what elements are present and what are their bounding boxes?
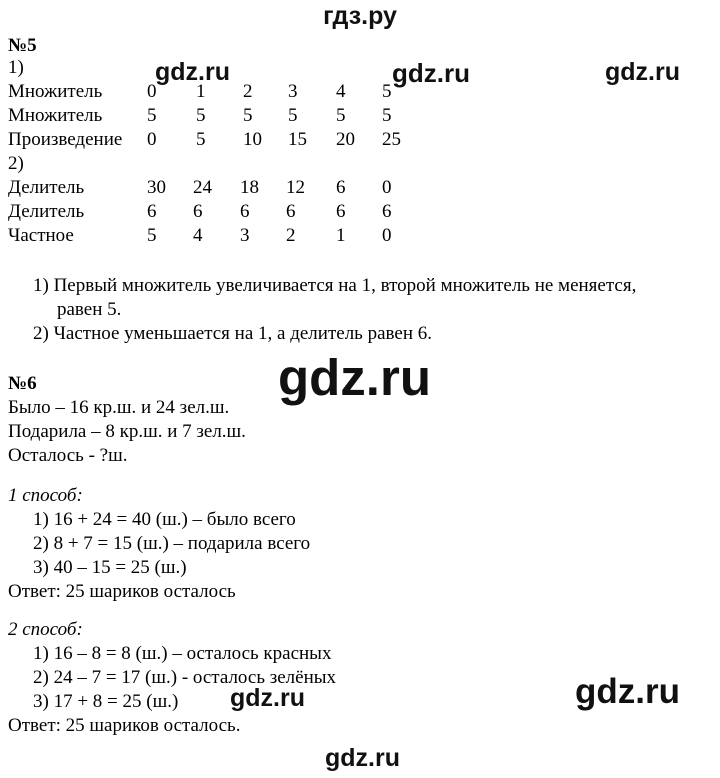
table-cell: 5: [336, 105, 346, 126]
table-cell: 10: [243, 129, 262, 150]
task6-line1: Было – 16 кр.ш. и 24 зел.ш.: [8, 397, 230, 418]
watermark: gdz.ru: [278, 349, 431, 406]
row-label: Делитель: [8, 177, 85, 198]
table-cell: 4: [336, 81, 346, 102]
table-cell: 6: [193, 201, 203, 222]
table-cell: 5: [196, 105, 206, 126]
task5-title: №5: [8, 35, 37, 56]
task5-note1-line2: равен 5.: [57, 299, 122, 320]
row-label: Делитель: [8, 201, 85, 222]
table-cell: 5: [288, 105, 298, 126]
table-cell: 18: [240, 177, 259, 198]
table-cell: 25: [382, 129, 401, 150]
table-cell: 4: [193, 225, 203, 246]
table-cell: 5: [382, 81, 392, 102]
table-cell: 30: [147, 177, 166, 198]
task5-part1-label: 1): [8, 57, 24, 78]
table-cell: 5: [147, 105, 157, 126]
table-cell: 5: [196, 129, 206, 150]
table-cell: 15: [288, 129, 307, 150]
table-cell: 5: [243, 105, 253, 126]
table-cell: 6: [382, 201, 392, 222]
table-cell: 3: [288, 81, 298, 102]
table-cell: 3: [240, 225, 250, 246]
method1-step: 2) 8 + 7 = 15 (ш.) – подарила всего: [33, 533, 311, 554]
watermark: gdz.ru: [605, 58, 680, 86]
row-label: Множитель: [8, 81, 103, 102]
task5-note2: 2) Частное уменьшается на 1, а делитель равен 6.: [33, 323, 432, 344]
table-cell: 5: [382, 105, 392, 126]
header-watermark: гдз.ру: [323, 2, 397, 30]
row-label: Произведение: [8, 129, 123, 150]
task6-line3: Осталось - ?ш.: [8, 445, 128, 466]
row-label: Частное: [8, 225, 74, 246]
task6-title: №6: [8, 373, 37, 394]
table-cell: 24: [193, 177, 212, 198]
method2-step: 3) 17 + 8 = 25 (ш.): [33, 691, 179, 712]
table-cell: 20: [336, 129, 355, 150]
method2-title: 2 способ:: [8, 619, 83, 640]
method1-title: 1 способ:: [8, 485, 83, 506]
table-cell: 6: [336, 201, 346, 222]
table-cell: 5: [147, 225, 157, 246]
table-cell: 0: [147, 81, 157, 102]
task5-part2-label: 2): [8, 153, 24, 174]
table-cell: 6: [336, 177, 346, 198]
row-label: Множитель: [8, 105, 103, 126]
table-cell: 12: [286, 177, 305, 198]
table-cell: 0: [382, 177, 392, 198]
table-cell: 6: [147, 201, 157, 222]
watermark: gdz.ru: [155, 58, 230, 86]
method1-step: 1) 16 + 24 = 40 (ш.) – было всего: [33, 509, 296, 530]
table-cell: 6: [286, 201, 296, 222]
table-cell: 0: [382, 225, 392, 246]
table-cell: 2: [243, 81, 253, 102]
table-cell: 2: [286, 225, 296, 246]
table-cell: 6: [240, 201, 250, 222]
watermark: gdz.ru: [230, 684, 305, 712]
method2-step: 2) 24 – 7 = 17 (ш.) - осталось зелёных: [33, 667, 337, 688]
table-cell: 1: [196, 81, 206, 102]
table-cell: 1: [336, 225, 346, 246]
watermark: gdz.ru: [575, 672, 680, 711]
method1-answer: Ответ: 25 шариков осталось: [8, 581, 236, 602]
method2-step: 1) 16 – 8 = 8 (ш.) – осталось красных: [33, 643, 332, 664]
method2-answer: Ответ: 25 шариков осталось.: [8, 715, 241, 736]
table-cell: 0: [147, 129, 157, 150]
task5-note1-line1: 1) Первый множитель увеличивается на 1, второй множитель не меняется,: [33, 275, 637, 296]
method1-step: 3) 40 – 15 = 25 (ш.): [33, 557, 187, 578]
watermark: gdz.ru: [392, 58, 470, 88]
task6-line2: Подарила – 8 кр.ш. и 7 зел.ш.: [8, 421, 246, 442]
watermark: gdz.ru: [325, 744, 400, 772]
